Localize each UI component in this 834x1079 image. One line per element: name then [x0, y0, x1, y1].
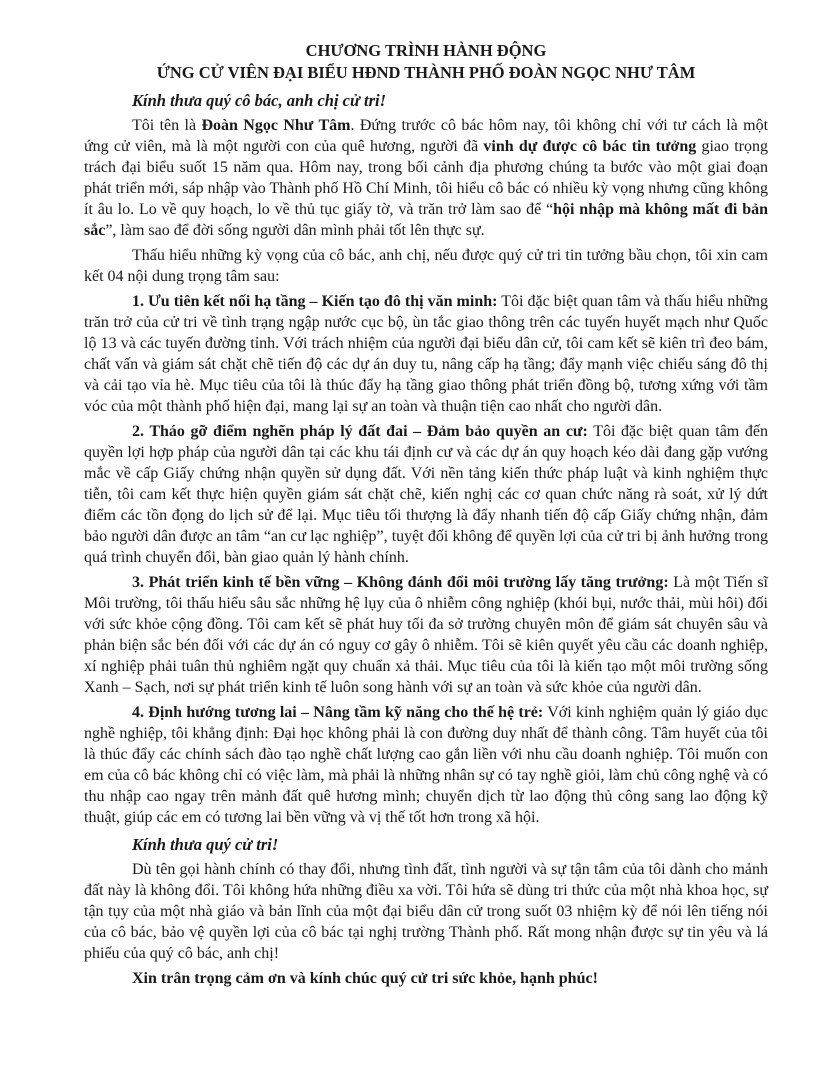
commitment-point-4 — [84, 702, 768, 828]
point-heading: 4. Định hướng tương lai – Nâng tầm kỹ năng cho thế hệ trẻ: — [132, 704, 544, 721]
intro-paragraph — [84, 115, 768, 241]
title-line-1: CHƯƠNG TRÌNH HÀNH ĐỘNG — [305, 41, 547, 60]
greeting-voters: Kính thưa quý cô bác, anh chị cử tri! — [132, 91, 387, 110]
intro-text-1: Tôi tên là — [132, 117, 202, 134]
point-heading: 3. Phát triển kinh tế bền vững – Không đánh đổi môi trường lấy tăng trưởng: — [132, 574, 669, 591]
greeting-voters-2: Kính thưa quý cử tri! — [132, 835, 279, 854]
point-text: Tôi đặc biệt quan tâm và thấu hiểu những trăn trở của cử tri về tình trạng ngập nước cục bộ, ùn tắc giao thông trên các tuyến huyết mạch như Quốc lộ 13 và các tuyến đường tỉnh. Với trách nhiệm của người đại biểu dân cử, tôi cam kết sẽ kiên trì đeo bám, chất vấn và giám sát chặt chẽ tiến độ các dự án duy tu, nâng cấp hạ tầng; đẩy mạnh việc chiếu sáng đô thị và cải tạo vỉa hè. Mục tiêu của tôi là thúc đẩy hạ tầng giao thông phát triển đồng bộ, tương xứng với tầm vóc của một thành phố hiện đại, mang lại sự an toàn và thuận tiện cao nhất cho người dân. — [84, 293, 768, 415]
honor-phrase: vinh dự được cô bác tin tưởng — [483, 138, 697, 155]
commitment-intro: Thấu hiểu những kỳ vọng của cô bác, anh chị, nếu được quý cử tri tin tưởng bầu chọn, tôi xin cam kết 04 nội dung trọng tâm sau: — [84, 247, 768, 285]
title-line-2: ỨNG CỬ VIÊN ĐẠI BIỂU HĐND THÀNH PHỐ ĐOÀN NGỌC NHƯ TÂM — [156, 63, 696, 82]
point-text: Là một Tiến sĩ Môi trường, tôi thấu hiểu sâu sắc những hệ lụy của ô nhiễm công nghiệp (khói bụi, nước thải, mùi hôi) đối với sức khỏe cộng đồng. Tôi cam kết sẽ phát huy tối đa sở trường chuyên môn để giám sát chuyên sâu và phản biện sắc bén đối với các dự án có nguy cơ gây ô nhiễm. Tôi sẽ kiên quyết yêu cầu các doanh nghiệp, xí nghiệp phải tuân thủ nghiêm ngặt quy chuẩn xả thải. Mục tiêu của tôi là kiến tạo một môi trường sống Xanh – Sạch, nơi sự phát triển kinh tế luôn song hành với sự an toàn và sức khỏe của người dân. — [84, 574, 769, 696]
commitment-point-1 — [84, 291, 768, 417]
closing-line: Xin trân trọng cảm ơn và kính chúc quý cử tri sức khỏe, hạnh phúc! — [132, 970, 598, 987]
intro-text-2: . Đứng trước cô bác hôm nay, tôi không chỉ với tư cách là một ứng cử viên, mà là một người con của quê hương, người đã — [84, 117, 769, 155]
candidate-name: Đoàn Ngọc Như Tâm — [201, 117, 351, 134]
intro-text-4: ”, làm sao để đời sống người dân mình phải tốt lên thực sự. — [105, 222, 485, 239]
point-heading: 1. Ưu tiên kết nối hạ tầng – Kiến tạo đô thị văn minh: — [132, 293, 498, 310]
point-text: Với kinh nghiệm quản lý giáo dục nghề nghiệp, tôi khẳng định: Đại học không phải là con đường duy nhất để thành công. Tâm huyết của tôi là thúc đẩy các chính sách đào tạo nghề chất lượng cao gắn liền với nhu cầu doanh nghiệp. Tôi muốn con em của cô bác không chỉ có việc làm, mà phải là những nhân sự có tay nghề giỏi, làm chủ công nghệ và có thu nhập cao ngay trên mảnh đất quê hương mình; chuyển dịch từ lao động thủ công sang lao động kỹ thuật, giúp các em có tương lai bền vững và vị thế tốt hơn trong xã hội. — [84, 704, 769, 826]
point-heading: 2. Tháo gỡ điểm nghẽn pháp lý đất đai – Đảm bảo quyền an cư: — [132, 423, 588, 440]
point-text: Tôi đặc biệt quan tâm đến quyền lợi hợp pháp của người dân tại các khu tái định cư và các dự án quy hoạch kéo dài đang gặp vướng mắc về cấp Giấy chứng nhận quyền sử dụng đất. Với nền tảng kiến thức pháp luật và kinh nghiệm thực tiễn, tôi cam kết thực hiện quyền giám sát chặt chẽ, kiến nghị các cơ quan chức năng rà soát, xử lý dứt điểm các tồn đọng do lịch sử để lại. Mục tiêu tối thượng là đẩy nhanh tiến độ cấp Giấy chứng nhận, đảm bảo người dân được an tâm “an cư lạc nghiệp”, tuyệt đối không để quyền lợi của cử tri bị ảnh hưởng trong quá trình chuyển đổi, bàn giao quản lý hành chính. — [84, 423, 768, 566]
motto-phrase: hội nhập mà không mất đi bản sắc — [84, 201, 768, 239]
intro-text-3: giao trọng trách đại biểu suốt 15 năm qua. Hôm nay, trong bối cảnh địa phương chúng ta bước vào một giai đoạn phát triển mới, sáp nhập vào Thành phố Hồ Chí Minh, tôi hiểu cô bác có nhiều kỳ vọng nhưng cũng không ít âu lo. Lo về quy hoạch, lo về thủ tục giấy tờ, và trăn trở làm sao để “ — [84, 138, 768, 218]
conclusion-paragraph: Dù tên gọi hành chính có thay đổi, nhưng tình đất, tình người và sự tận tâm của tôi dành cho mảnh đất này là không đổi. Tôi không hứa những điều xa vời. Tôi hứa sẽ dùng tri thức của một nhà khoa học, sự tận tụy của một nhà giáo và bản lĩnh của một đại biểu dân cử trong suốt 03 nhiệm kỳ để nói lên tiếng nói của cô bác, bảo vệ quyền lợi của cô bác tại nghị trường Thành phố. Rất mong nhận được sự tin yêu và lá phiếu của quý cô bác, anh chị! — [84, 861, 768, 962]
commitment-point-3 — [84, 572, 768, 698]
commitment-point-2 — [84, 421, 768, 568]
